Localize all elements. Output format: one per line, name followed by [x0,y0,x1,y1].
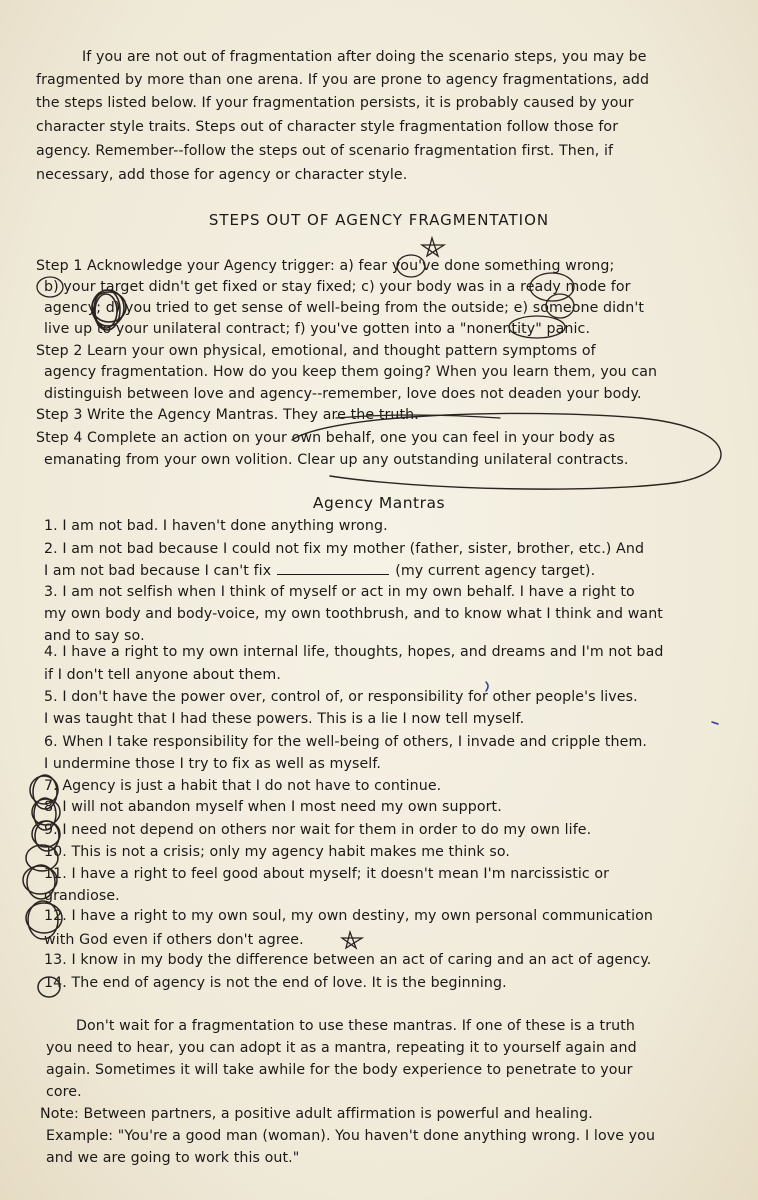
closing-line-3: again. Sometimes it will take awhile for the body experience to penetrate to your [46,1062,633,1078]
step-3-line: Step 3 Write the Agency Mantras. They are the truth. [36,407,419,423]
mantra-12-line-1: 12. I have a right to my own soul, my own destiny, my own personal communication [44,908,653,924]
step-4-line-2: emanating from your own volition. Clear up any outstanding unilateral contracts. [44,452,629,468]
step-2-line-2: agency fragmentation. How do you keep them going? When you learn them, you can [44,364,658,380]
intro-line-1: If you are not out of fragmentation after doing the scenario steps, you may be [82,49,647,65]
mantra-1: 1. I am not bad. I haven't done anything wrong. [44,518,388,534]
note-line-3: and we are going to work this out." [46,1150,300,1166]
intro-line-2: fragmented by more than one arena. If you are prone to agency fragmentations, add [36,72,650,88]
intro-line-6: necessary, add those for agency or character style. [36,167,408,183]
mantra-6-line-2: I undermine those I try to fix as well as myself. [44,756,382,772]
mantra-3-line-1: 3. I am not selfish when I think of myself or act in my own behalf. I have a right to [44,584,635,600]
closing-line-4: core. [46,1084,82,1100]
mantra-7: 7. Agency is just a habit that I do not have to continue. [44,778,442,794]
mantra-14: 14. The end of agency is not the end of love. It is the beginning. [44,975,507,991]
step-4-line-1: Step 4 Complete an action on your own behalf, one you can feel in your body as [36,430,616,446]
closing-line-2: you need to hear, you can adopt it as a mantra, repeating it to yourself again and [46,1040,637,1056]
step-1-line-2: b) your target didn't get fixed or stay fixed; c) your body was in a ready mode for [44,279,631,295]
mantra-2-line-2-text: I am not bad because I can't fix [44,563,272,579]
mantra-11-line-2: grandiose. [44,888,120,904]
step-1-line-3: agency; d) you tried to get sense of well-being from the outside; e) someone didn't [44,300,645,316]
mantra-3-line-2: my own body and body-voice, my own toothbrush, and to know what I think and want [44,606,663,622]
mantra-5-line-1: 5. I don't have the power over, control of, or responsibility for other people's lives. [44,689,638,705]
mantra-10: 10. This is not a crisis; only my agency habit makes me think so. [44,844,510,860]
note-line-1: Note: Between partners, a positive adult affirmation is powerful and healing. [40,1106,593,1122]
step-2-line-1: Step 2 Learn your own physical, emotional, and thought pattern symptoms of [36,343,596,359]
mantra-2-line-2-tail: (my current agency target). [395,563,596,579]
mantra-4-line-2: if I don't tell anyone about them. [44,667,281,683]
closing-line-1: Don't wait for a fragmentation to use these mantras. If one of these is a truth [76,1018,635,1034]
mantra-9: 9. I need not depend on others nor wait for them in order to do my own life. [44,822,592,838]
mantra-12-line-2: with God even if others don't agree. [44,932,304,948]
step-1-line-4: live up to your unilateral contract; f) you've gotten into a "nonentity" panic. [44,321,591,337]
mantra-2-line-1: 2. I am not bad because I could not fix my mother (father, sister, brother, etc.) And [44,541,645,557]
step-2-line-3: distinguish between love and agency--remember, love does not deaden your body. [44,386,642,402]
mantra-4-line-1: 4. I have a right to my own internal life, thoughts, hopes, and dreams and I'm not bad [44,644,664,660]
star-doodle-top [422,238,444,256]
steps-heading: STEPS OUT OF AGENCY FRAGMENTATION [208,211,550,229]
mantras-heading: Agency Mantras [312,494,446,512]
mantra-6-line-1: 6. When I take responsibility for the well-being of others, I invade and cripple them. [44,734,648,750]
fill-in-blank [277,562,389,575]
mantra-11-line-1: 11. I have a right to feel good about myself; it doesn't mean I'm narcissistic or [44,866,610,882]
mantra-3-line-3: and to say so. [44,628,145,644]
step-1-line-1: Step 1 Acknowledge your Agency trigger: a) fear you've done something wrong; [36,258,615,274]
intro-line-3: the steps listed below. If your fragmentation persists, it is probably caused by your [36,95,634,111]
mantra-13: 13. I know in my body the difference between an act of caring and an act of agency. [44,952,652,968]
note-line-2: Example: "You're a good man (woman). You haven't done anything wrong. I love you [46,1128,656,1144]
mantra-8: 8. I will not abandon myself when I most need my own support. [44,799,502,815]
mantra-5-line-2: I was taught that I had these powers. This is a lie I now tell myself. [44,711,525,727]
mantra-2-line-2 [44,561,744,582]
intro-line-5: agency. Remember--follow the steps out of scenario fragmentation first. Then, if [36,143,614,159]
intro-line-4: character style traits. Steps out of character style fragmentation follow those for [36,119,619,135]
